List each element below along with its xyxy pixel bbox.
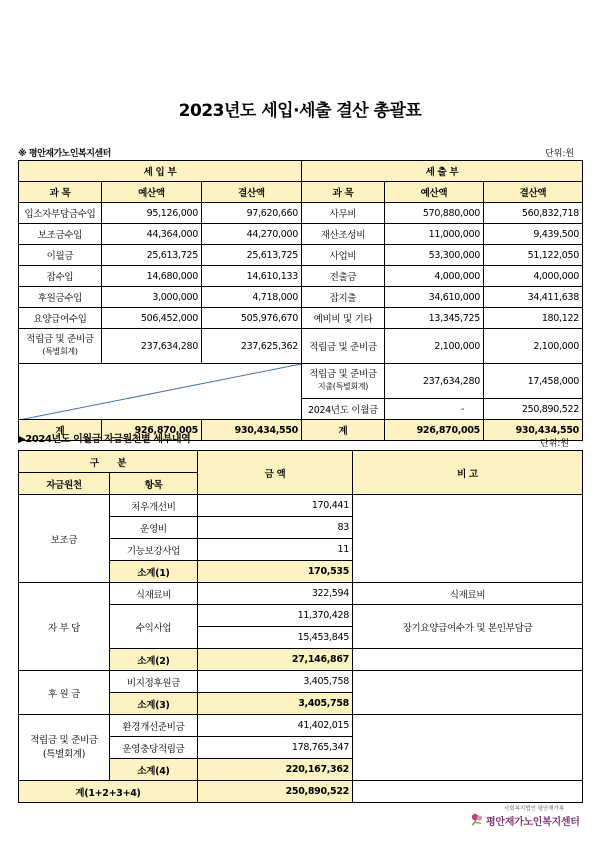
grand-total-amount: 250,890,522	[198, 781, 353, 803]
table-row	[19, 224, 583, 245]
expense-budget: 2,100,000	[385, 329, 484, 364]
table-row	[19, 495, 583, 517]
expense-item: 적립금 및 준비금	[302, 329, 385, 364]
col-item: 과 목	[302, 182, 385, 203]
income-settle: 44,270,000	[202, 224, 302, 245]
source-name-sub: (특별회계)	[42, 748, 86, 760]
expense-item: 재산조성비	[302, 224, 385, 245]
detail-heading: ▶2024년도 이월금 자금원천별 세부내역	[18, 434, 191, 445]
income-item-sub: (특별회계)	[42, 347, 78, 356]
table-row	[19, 671, 583, 693]
expense-budget: -	[385, 399, 484, 420]
detail-amount: 11	[198, 539, 353, 561]
col-note: 비 고	[353, 451, 583, 495]
income-item: 잡수입	[19, 266, 102, 287]
subtotal-amount: 220,167,362	[198, 759, 353, 781]
income-budget: 95,126,000	[102, 203, 202, 224]
table-row	[19, 287, 583, 308]
source-name: 자 부 담	[19, 583, 110, 671]
expense-settle: 2,100,000	[484, 329, 583, 364]
source-name-main: 적립금 및 준비금	[30, 734, 98, 746]
grand-total-row	[19, 781, 583, 803]
table-row	[19, 203, 583, 224]
expense-settle: 34,411,638	[484, 287, 583, 308]
detail-table	[18, 450, 583, 803]
subtotal-label: 소계(2)	[110, 649, 198, 671]
income-budget: 506,452,000	[102, 308, 202, 329]
subtotal-label: 소계(1)	[110, 561, 198, 583]
income-budget: 14,680,000	[102, 266, 202, 287]
source-name: 보조금	[19, 495, 110, 583]
income-item: 이월금	[19, 245, 102, 266]
expense-settle: 180,122	[484, 308, 583, 329]
expense-item-main: 적립금 및 준비금	[309, 369, 377, 380]
income-settle: 14,610,133	[202, 266, 302, 287]
detail-item: 처우개선비	[110, 495, 198, 517]
table-row	[19, 329, 583, 364]
detail-amount: 170,441	[198, 495, 353, 517]
expense-item	[302, 364, 385, 399]
detail-note: 식재료비	[353, 583, 583, 605]
expense-item: 예비비 및 기타	[302, 308, 385, 329]
income-settle: 505,976,670	[202, 308, 302, 329]
detail-amount: 83	[198, 517, 353, 539]
expense-budget: 53,300,000	[385, 245, 484, 266]
detail-unit-label: 단위:원	[540, 439, 570, 449]
income-item	[19, 329, 102, 364]
expense-settle: 250,890,522	[484, 399, 583, 420]
organization-name: ※ 평안재가노인복지센터	[18, 149, 111, 159]
income-item-main: 적립금 및 준비금	[26, 334, 94, 345]
income-budget: 44,364,000	[102, 224, 202, 245]
diagonal-line	[19, 364, 301, 420]
expense-total-settle: 930,434,550	[484, 420, 583, 441]
income-item: 입소자부담금수입	[19, 203, 102, 224]
detail-item: 수익사업	[110, 605, 198, 649]
col-amount: 금 액	[198, 451, 353, 495]
detail-item: 운영충당적립금	[110, 737, 198, 759]
expense-item: 사업비	[302, 245, 385, 266]
expense-header: 세 출 부	[302, 161, 583, 182]
subtotal-label: 소계(3)	[110, 693, 198, 715]
organization-logo	[470, 804, 590, 838]
income-settle: 237,625,362	[202, 329, 302, 364]
table-row	[19, 266, 583, 287]
col-budget: 예산액	[102, 182, 202, 203]
income-settle: 25,613,725	[202, 245, 302, 266]
grand-total-label: 계(1+2+3+4)	[19, 781, 198, 803]
income-total-settle: 930,434,550	[202, 420, 302, 441]
expense-settle: 560,832,718	[484, 203, 583, 224]
expense-item: 잡지출	[302, 287, 385, 308]
expense-budget: 34,610,000	[385, 287, 484, 308]
income-budget: 237,634,280	[102, 329, 202, 364]
empty-diagonal-cell	[19, 364, 302, 420]
detail-amount: 11,370,428	[198, 605, 353, 627]
expense-settle: 17,458,000	[484, 364, 583, 399]
detail-item: 환경개선준비금	[110, 715, 198, 737]
expense-item: 전출금	[302, 266, 385, 287]
detail-item: 기능보강사업	[110, 539, 198, 561]
detail-item: 운영비	[110, 517, 198, 539]
expense-budget: 13,345,725	[385, 308, 484, 329]
logo-name: 평안재가노인복지센터	[486, 817, 580, 828]
detail-note	[353, 495, 583, 583]
summary-table	[18, 160, 583, 441]
logo-subtext: 사회복지법인 평안재가복	[504, 806, 565, 812]
detail-item: 비지정후원금	[110, 671, 198, 693]
expense-total-budget: 926,870,005	[385, 420, 484, 441]
expense-item: 2024년도 이월금	[302, 399, 385, 420]
income-settle: 4,718,000	[202, 287, 302, 308]
total-label: 계	[19, 420, 102, 441]
detail-item: 식재료비	[110, 583, 198, 605]
col-source: 자금원천	[19, 473, 110, 495]
income-budget: 3,000,000	[102, 287, 202, 308]
table-row	[19, 364, 583, 399]
expense-budget: 11,000,000	[385, 224, 484, 245]
table-row	[19, 715, 583, 737]
income-header: 세 입 부	[19, 161, 302, 182]
source-name	[19, 715, 110, 781]
subtotal-label: 소계(4)	[110, 759, 198, 781]
detail-amount: 15,453,845	[198, 627, 353, 649]
income-item: 보조금수입	[19, 224, 102, 245]
detail-note	[353, 671, 583, 715]
expense-settle: 51,122,050	[484, 245, 583, 266]
expense-budget: 570,880,000	[385, 203, 484, 224]
expense-settle: 9,439,500	[484, 224, 583, 245]
table-row	[19, 583, 583, 605]
detail-note	[353, 715, 583, 781]
document-title: 2023년도 세입·세출 결산 총괄표	[178, 101, 422, 121]
detail-amount: 322,594	[198, 583, 353, 605]
source-name: 후 원 금	[19, 671, 110, 715]
detail-amount: 3,405,758	[198, 671, 353, 693]
income-total-budget: 926,870,005	[102, 420, 202, 441]
expense-budget: 237,634,280	[385, 364, 484, 399]
unit-label: 단위:원	[545, 149, 575, 159]
col-item: 항목	[110, 473, 198, 495]
expense-budget: 4,000,000	[385, 266, 484, 287]
detail-note: 장기요양급여수가 및 본인부담금	[353, 605, 583, 649]
income-settle: 97,620,660	[202, 203, 302, 224]
expense-item-sub: 지출(특별회계)	[317, 382, 369, 391]
col-budget: 예산액	[385, 182, 484, 203]
total-label: 계	[302, 420, 385, 441]
detail-note	[353, 781, 583, 803]
income-item: 후원금수입	[19, 287, 102, 308]
table-row	[19, 308, 583, 329]
subtotal-amount: 27,146,867	[198, 649, 353, 671]
income-budget: 25,613,725	[102, 245, 202, 266]
detail-note	[353, 649, 583, 671]
col-group: 구 분	[19, 451, 198, 473]
detail-amount: 41,402,015	[198, 715, 353, 737]
expense-settle: 4,000,000	[484, 266, 583, 287]
expense-item: 사무비	[302, 203, 385, 224]
col-settle: 결산액	[484, 182, 583, 203]
subtotal-amount: 170,535	[198, 561, 353, 583]
detail-amount: 178,765,347	[198, 737, 353, 759]
table-row	[19, 245, 583, 266]
flower-logo-icon	[470, 812, 484, 826]
col-item: 과 목	[19, 182, 102, 203]
col-settle: 결산액	[202, 182, 302, 203]
subtotal-amount: 3,405,758	[198, 693, 353, 715]
income-item: 요양급여수입	[19, 308, 102, 329]
